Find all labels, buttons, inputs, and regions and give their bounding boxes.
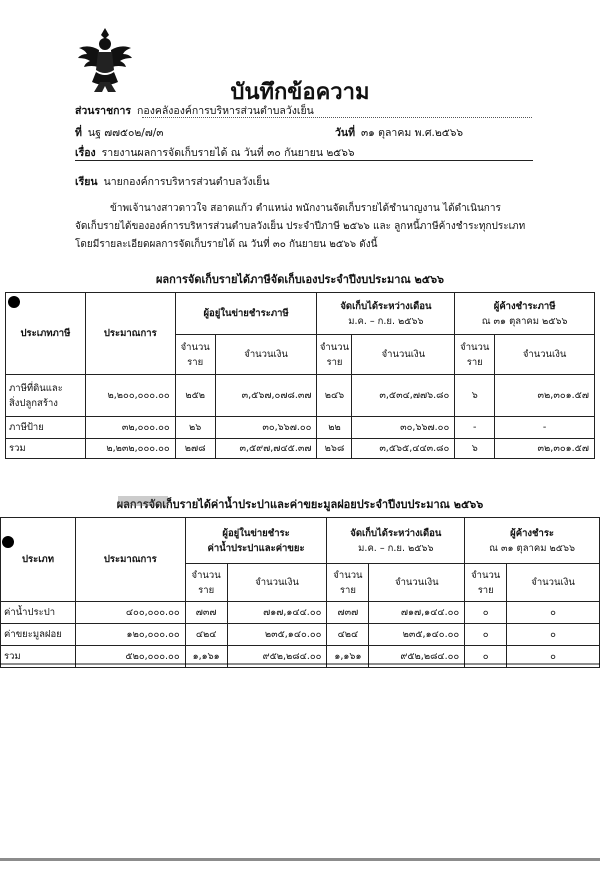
t2-row2-payer-amount: ๒๓๕,๑๔๐.๐๐ xyxy=(227,624,327,646)
subject-label: เรื่อง xyxy=(75,147,96,159)
body-line-2: จัดเก็บรายได้ขององค์การบริหารส่วนตำบลวังเย็น ประจำปีภาษี ๒๕๖๖ และ ลูกหนี้ภาษีค้างชำระทุกประเภท xyxy=(75,221,526,232)
t2-row1-collected-amount: ๗๑๗,๑๔๔.๐๐ xyxy=(369,602,465,624)
t1-total-collected-amount: ๓,๕๖๕,๔๔๓.๘๐ xyxy=(352,439,455,459)
t2-row1-outstanding-amount: ๐ xyxy=(507,602,600,624)
t2-row1-collected-count: ๗๓๗ xyxy=(327,602,369,624)
t2-header-collected xyxy=(327,518,465,564)
t2-row1-outstanding-count: ๐ xyxy=(465,602,507,624)
t2-total-payer-count: ๑,๑๖๑ xyxy=(185,646,227,668)
t1-header-collected xyxy=(317,293,455,335)
t1-header-collected-period: ม.ค. – ก.ย. ๒๕๖๖ xyxy=(348,315,424,327)
t1-header-collected-title: จัดเก็บได้ระหว่างเดือน xyxy=(340,300,432,312)
t2-header-payer-count: จำนวน ราย xyxy=(185,564,227,602)
date-line xyxy=(335,124,463,141)
t1-header-payer: ผู้อยู่ในข่ายชำระภาษี xyxy=(175,293,317,335)
reference-line xyxy=(75,124,163,141)
t1-row2-budget: ๓๒,๐๐๐.๐๐ xyxy=(85,417,175,439)
utility-collection-table xyxy=(0,517,600,668)
t2-header-collected-count: จำนวน ราย xyxy=(327,564,369,602)
t1-total-payer-count: ๒๗๘ xyxy=(175,439,215,459)
t2-row1-payer-amount: ๗๑๗,๑๔๔.๐๐ xyxy=(227,602,327,624)
addressee-line xyxy=(75,173,270,190)
t2-header-outstanding-count: จำนวน ราย xyxy=(465,564,507,602)
date-label: วันที่ xyxy=(335,127,355,139)
body-line-1: ข้าพเจ้านางสาวดาวใจ สอาดแก้ว ตำแหน่ง พนักงานจัดเก็บรายได้ชำนาญงาน ได้ดำเนินการ xyxy=(110,203,501,214)
t1-row2-collected-count: ๒๒ xyxy=(317,417,352,439)
body-line-3: โดยมีรายละเอียดผลการจัดเก็บรายได้ ณ วันที่ ๓๐ กันยายน ๒๕๖๖ ดังนี้ xyxy=(75,239,378,250)
date-value: ๓๑ ตุลาคม พ.ศ.๒๕๖๖ xyxy=(361,127,464,139)
t2-header-payer-line1: ผู้อยู่ในข่ายชำระ xyxy=(222,527,290,539)
t2-header-payer xyxy=(185,518,327,564)
scan-smudge xyxy=(118,496,168,506)
t1-header-outstanding-date: ณ ๓๑ ตุลาคม ๒๕๖๖ xyxy=(481,315,568,327)
table1-caption: ผลการจัดเก็บรายได้ภาษีจัดเก็บเองประจำปีงบประมาณ ๒๕๖๖ xyxy=(155,273,445,286)
t2-total-budget: ๕๒๐,๐๐๐.๐๐ xyxy=(75,646,185,668)
t1-total-budget: ๒,๒๓๒,๐๐๐.๐๐ xyxy=(85,439,175,459)
t1-header-budget: ประมาณการ xyxy=(85,293,175,375)
addressee-label: เรียน xyxy=(75,176,98,188)
t1-header-collected-count: จำนวน ราย xyxy=(317,335,352,375)
subject-rule xyxy=(75,160,533,161)
scan-fold-line xyxy=(0,858,600,861)
reference-label: ที่ xyxy=(75,127,82,139)
t2-header-collected-title: จัดเก็บได้ระหว่างเดือน xyxy=(350,527,442,539)
t2-row1-type: ค่าน้ำประปา xyxy=(1,602,76,624)
t1-row1-payer-amount: ๓,๕๖๗,๐๗๘.๓๗ xyxy=(215,375,317,417)
subject-line xyxy=(75,144,355,161)
t2-total-outstanding-count: ๐ xyxy=(465,646,507,668)
t1-header-outstanding-count: จำนวน ราย xyxy=(455,335,495,375)
t2-header-type: ประเภท xyxy=(1,518,76,602)
t2-row2-collected-count: ๔๒๔ xyxy=(327,624,369,646)
t1-row1-collected-count: ๒๔๖ xyxy=(317,375,352,417)
t1-row2-payer-count: ๒๖ xyxy=(175,417,215,439)
t2-header-outstanding-amount: จำนวนเงิน xyxy=(507,564,600,602)
t1-row1-outstanding-count: ๖ xyxy=(455,375,495,417)
t2-row2-budget: ๑๒๐,๐๐๐.๐๐ xyxy=(75,624,185,646)
t1-total-payer-amount: ๓,๕๙๗,๗๔๕.๓๗ xyxy=(215,439,317,459)
t1-header-payer-amount: จำนวนเงิน xyxy=(215,335,317,375)
addressee-value: นายกองค์การบริหารส่วนตำบลวังเย็น xyxy=(103,176,270,188)
t1-row2-collected-amount: ๓๐,๖๖๗.๐๐ xyxy=(352,417,455,439)
t1-header-outstanding-title: ผู้ค้างชำระภาษี xyxy=(493,300,556,312)
t1-header-type: ประเภทภาษี xyxy=(6,293,86,375)
department-value: กองคลังองค์การบริหารส่วนตำบลวังเย็น xyxy=(137,105,314,117)
memo-title: บันทึกข้อความ xyxy=(230,80,370,105)
t1-row1-payer-count: ๒๕๒ xyxy=(175,375,215,417)
t1-header-outstanding xyxy=(455,293,595,335)
t2-row2-outstanding-amount: ๐ xyxy=(507,624,600,646)
t2-row1-budget: ๔๐๐,๐๐๐.๐๐ xyxy=(75,602,185,624)
t2-total-payer-amount: ๙๕๒,๒๘๔.๐๐ xyxy=(227,646,327,668)
t1-row1-type: ภาษีที่ดินและ สิ่งปลูกสร้าง xyxy=(6,375,86,417)
table-row xyxy=(6,417,595,439)
t2-header-collected-period: ม.ค. – ก.ย. ๒๕๖๖ xyxy=(358,542,434,554)
t2-header-budget: ประมาณการ xyxy=(75,518,185,602)
t2-row1-payer-count: ๗๓๗ xyxy=(185,602,227,624)
table-row xyxy=(6,375,595,417)
t2-header-payer-amount: จำนวนเงิน xyxy=(227,564,327,602)
t1-total-label: รวม xyxy=(6,439,86,459)
t2-header-collected-amount: จำนวนเงิน xyxy=(369,564,465,602)
department-label: ส่วนราชการ xyxy=(75,105,132,117)
t1-row1-outstanding-amount: ๓๒,๓๐๑.๕๗ xyxy=(495,375,595,417)
subject-value: รายงานผลการจัดเก็บรายได้ ณ วันที่ ๓๐ กันยายน ๒๕๖๖ xyxy=(101,147,355,159)
tax-collection-table xyxy=(5,292,595,459)
t1-header-collected-amount: จำนวนเงิน xyxy=(352,335,455,375)
t2-header-payer-line2: ค่าน้ำประปาและค่าขยะ xyxy=(207,542,305,554)
reference-value: นฐ ๗๗๕๐๒/๗/๓ xyxy=(87,127,164,139)
scan-fold-line xyxy=(0,663,600,665)
t2-row2-type: ค่าขยะมูลฝอย xyxy=(1,624,76,646)
t2-header-outstanding xyxy=(465,518,600,564)
t2-row2-outstanding-count: ๐ xyxy=(465,624,507,646)
t1-header-payer-count: จำนวน ราย xyxy=(175,335,215,375)
t2-header-outstanding-title: ผู้ค้างชำระ xyxy=(510,527,555,539)
t2-row2-collected-amount: ๒๓๕,๑๔๐.๐๐ xyxy=(369,624,465,646)
t1-row2-outstanding-count: - xyxy=(455,417,495,439)
t1-row2-outstanding-amount: - xyxy=(495,417,595,439)
t1-row1-collected-amount: ๓,๕๓๔,๗๗๖.๘๐ xyxy=(352,375,455,417)
table-row xyxy=(1,602,600,624)
t2-header-outstanding-date: ณ ๓๑ ตุลาคม ๒๕๖๖ xyxy=(489,542,576,554)
t2-total-collected-count: ๑,๑๖๑ xyxy=(327,646,369,668)
t1-row2-type: ภาษีป้าย xyxy=(6,417,86,439)
t1-row1-budget: ๒,๒๐๐,๐๐๐.๐๐ xyxy=(85,375,175,417)
t2-row2-payer-count: ๔๒๔ xyxy=(185,624,227,646)
t1-total-outstanding-amount: ๓๒,๓๐๑.๕๗ xyxy=(495,439,595,459)
table-row xyxy=(1,624,600,646)
t2-total-collected-amount: ๙๕๒,๒๘๔.๐๐ xyxy=(369,646,465,668)
t1-total-outstanding-count: ๖ xyxy=(455,439,495,459)
t2-total-label: รวม xyxy=(1,646,76,668)
table2-caption: ผลการจัดเก็บรายได้ค่าน้ำประปาและค่าขยะมูลฝอยประจำปีงบประมาณ ๒๕๖๖ xyxy=(116,498,484,511)
t1-header-outstanding-amount: จำนวนเงิน xyxy=(495,335,595,375)
table-total-row xyxy=(6,439,595,459)
t2-total-outstanding-amount: ๐ xyxy=(507,646,600,668)
t1-row2-payer-amount: ๓๐,๖๖๗.๐๐ xyxy=(215,417,317,439)
department-dotline xyxy=(142,117,532,118)
t1-total-collected-count: ๒๖๘ xyxy=(317,439,352,459)
